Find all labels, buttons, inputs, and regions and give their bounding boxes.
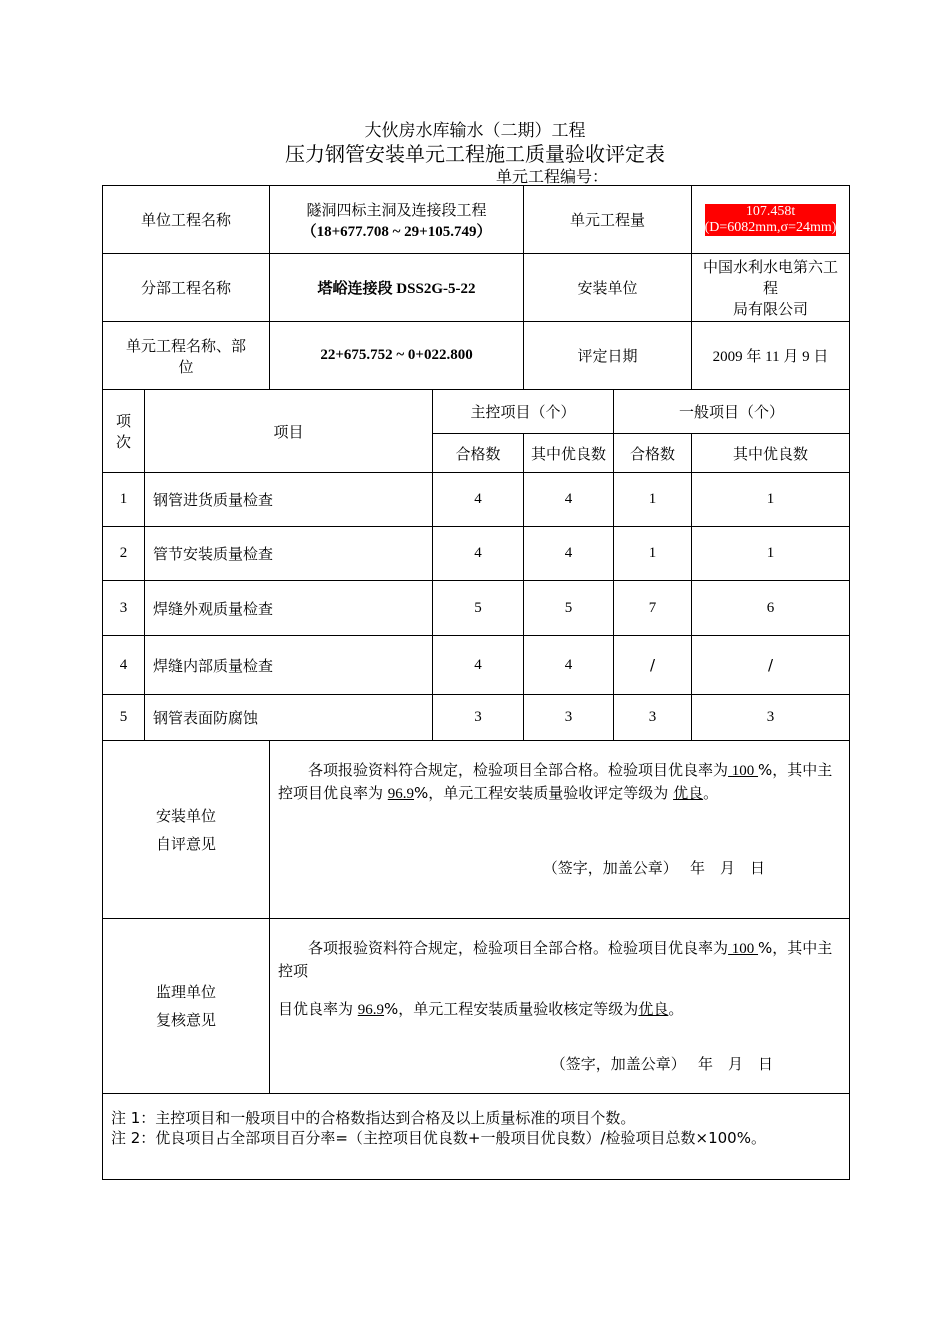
unit-project-label: 单位工程名称 [103, 186, 270, 254]
supervisor-text-a: 各项报验资料符合规定，检验项目全部合格。检验项目优良率为 [308, 939, 729, 957]
row-no: 2 [103, 527, 145, 581]
supervisor-grade: 优良 [638, 1002, 669, 1018]
unit-project-value [270, 186, 524, 254]
supervisor-text-d: %，单元工程安装质量验收核定等级为 [384, 1000, 639, 1018]
self-eval-text-b: %，其中主控项目优良率为 [278, 761, 833, 802]
self-eval-text-c: %，单元工程安装质量验收评定等级为 [414, 784, 674, 802]
note-1: 注 1：主控项目和一般项目中的合格数指达到合格及以上质量标准的项目个数。 [111, 1109, 636, 1127]
supervisor-text [278, 937, 841, 982]
project-title: 大伙房水库输水（二期）工程 [364, 121, 586, 141]
unit-name-value: 22+675.752 ~ 0+022.800 [270, 322, 524, 390]
row-no: 3 [103, 581, 145, 636]
row-no: 4 [103, 636, 145, 695]
row-general-excellent: 3 [692, 695, 850, 741]
installer-value-line2: 局有限公司 [733, 300, 809, 318]
row-no: 5 [103, 695, 145, 741]
unit-name-label-line1: 单元工程名称、部 [126, 336, 247, 355]
row-general-excellent: / [692, 636, 850, 695]
unit-quantity-value [692, 186, 850, 254]
table-row [103, 636, 850, 695]
form-title: 压力钢管安装单元工程施工质量验收评定表 [285, 142, 665, 166]
col-general-group-header: 一般项目（个） [614, 390, 850, 434]
row-main-qualified: 4 [433, 636, 524, 695]
unit-name-label-line2: 位 [178, 357, 194, 376]
supervisor-text-c: 目优良率为 [278, 1000, 358, 1018]
installer-label: 安装单位 [524, 254, 692, 322]
unit-quantity-line1: 107.458t [745, 203, 796, 219]
unit-project-value-line1: 隧洞四标主洞及连接段工程 [306, 200, 487, 219]
supervisor-opinion [270, 919, 850, 1094]
supervisor-rate-main: 96.9 [357, 1002, 385, 1018]
row-no: 1 [103, 473, 145, 527]
row-main-qualified: 4 [433, 527, 524, 581]
supervisor-label [103, 919, 270, 1094]
row-general-qualified: 1 [614, 473, 692, 527]
unit-project-value-line2: （18+677.708 ~ 29+105.749） [301, 223, 492, 240]
col-item-header: 项目 [145, 390, 433, 473]
supervisor-rate-all: 100 [728, 941, 759, 957]
row-item: 钢管表面防腐蚀 [145, 695, 433, 741]
row-item: 焊缝外观质量检查 [145, 581, 433, 636]
self-eval-opinion [270, 741, 850, 919]
notes [103, 1094, 850, 1180]
self-eval-label [103, 741, 270, 919]
row-general-excellent: 1 [692, 473, 850, 527]
col-general-excellent: 其中优良数 [692, 434, 850, 473]
row-general-excellent: 6 [692, 581, 850, 636]
table-row [103, 473, 850, 527]
eval-date-value: 2009 年 11 月 9 日 [692, 322, 850, 390]
row-general-qualified: 7 [614, 581, 692, 636]
self-eval-rate-main: 96.9 [387, 786, 415, 802]
installer-value-line1: 中国水利水电第六工程 [703, 258, 839, 297]
row-main-excellent: 4 [524, 636, 614, 695]
col-index-line1: 项 [115, 412, 131, 430]
col-index-header [103, 390, 145, 473]
self-eval-label-line2: 自评意见 [156, 834, 217, 853]
col-index-line2: 次 [115, 433, 131, 451]
unit-quantity-label: 单元工程量 [524, 186, 692, 254]
row-general-qualified: 3 [614, 695, 692, 741]
row-item: 焊缝内部质量检查 [145, 636, 433, 695]
self-eval-text-d: 。 [703, 784, 719, 802]
row-general-qualified: / [614, 636, 692, 695]
row-main-qualified: 5 [433, 581, 524, 636]
unit-number-label: 单元工程编号： [496, 167, 609, 186]
sub-project-label: 分部工程名称 [103, 254, 270, 322]
row-general-qualified: 1 [614, 527, 692, 581]
supervisor-text-b: %，其中主控项 [278, 939, 833, 980]
row-general-excellent: 1 [692, 527, 850, 581]
table-row [103, 695, 850, 741]
self-eval-signature: （签字，加盖公章） 年 月 日 [542, 859, 766, 877]
row-main-excellent: 4 [524, 527, 614, 581]
table-row [103, 527, 850, 581]
evaluation-table [102, 185, 850, 1180]
self-eval-grade: 优良 [673, 786, 704, 802]
row-main-excellent: 5 [524, 581, 614, 636]
row-main-excellent: 4 [524, 473, 614, 527]
table-row [103, 581, 850, 636]
unit-quantity-highlight [705, 204, 837, 236]
col-main-excellent: 其中优良数 [524, 434, 614, 473]
col-main-group-header: 主控项目（个） [433, 390, 614, 434]
col-main-qualified: 合格数 [433, 434, 524, 473]
row-item: 管节安装质量检查 [145, 527, 433, 581]
supervisor-text-e: 。 [668, 1000, 684, 1018]
unit-name-label [103, 322, 270, 390]
col-general-qualified: 合格数 [614, 434, 692, 473]
self-eval-text-a: 各项报验资料符合规定，检验项目全部合格。检验项目优良率为 [308, 761, 729, 779]
unit-quantity-line2: (D=6082mm,σ=24mm) [704, 219, 837, 235]
sub-project-value: 塔峪连接段 DSS2G-5-22 [270, 254, 524, 322]
note-2: 注 2：优良项目占全部项目百分率=（主控项目优良数+一般项目优良数）/检验项目总数×100%。 [111, 1129, 766, 1147]
eval-date-label: 评定日期 [524, 322, 692, 390]
row-item: 钢管进货质量检查 [145, 473, 433, 527]
row-main-excellent: 3 [524, 695, 614, 741]
installer-value [692, 254, 850, 322]
row-main-qualified: 3 [433, 695, 524, 741]
supervisor-text-line2 [278, 998, 841, 1021]
self-eval-text [278, 759, 841, 805]
supervisor-label-line2: 复核意见 [156, 1011, 217, 1029]
self-eval-label-line1: 安装单位 [156, 806, 217, 825]
self-eval-rate-all: 100 [728, 763, 759, 779]
supervisor-label-line1: 监理单位 [156, 983, 217, 1001]
supervisor-signature: （签字，加盖公章） 年 月 日 [550, 1055, 774, 1073]
row-main-qualified: 4 [433, 473, 524, 527]
